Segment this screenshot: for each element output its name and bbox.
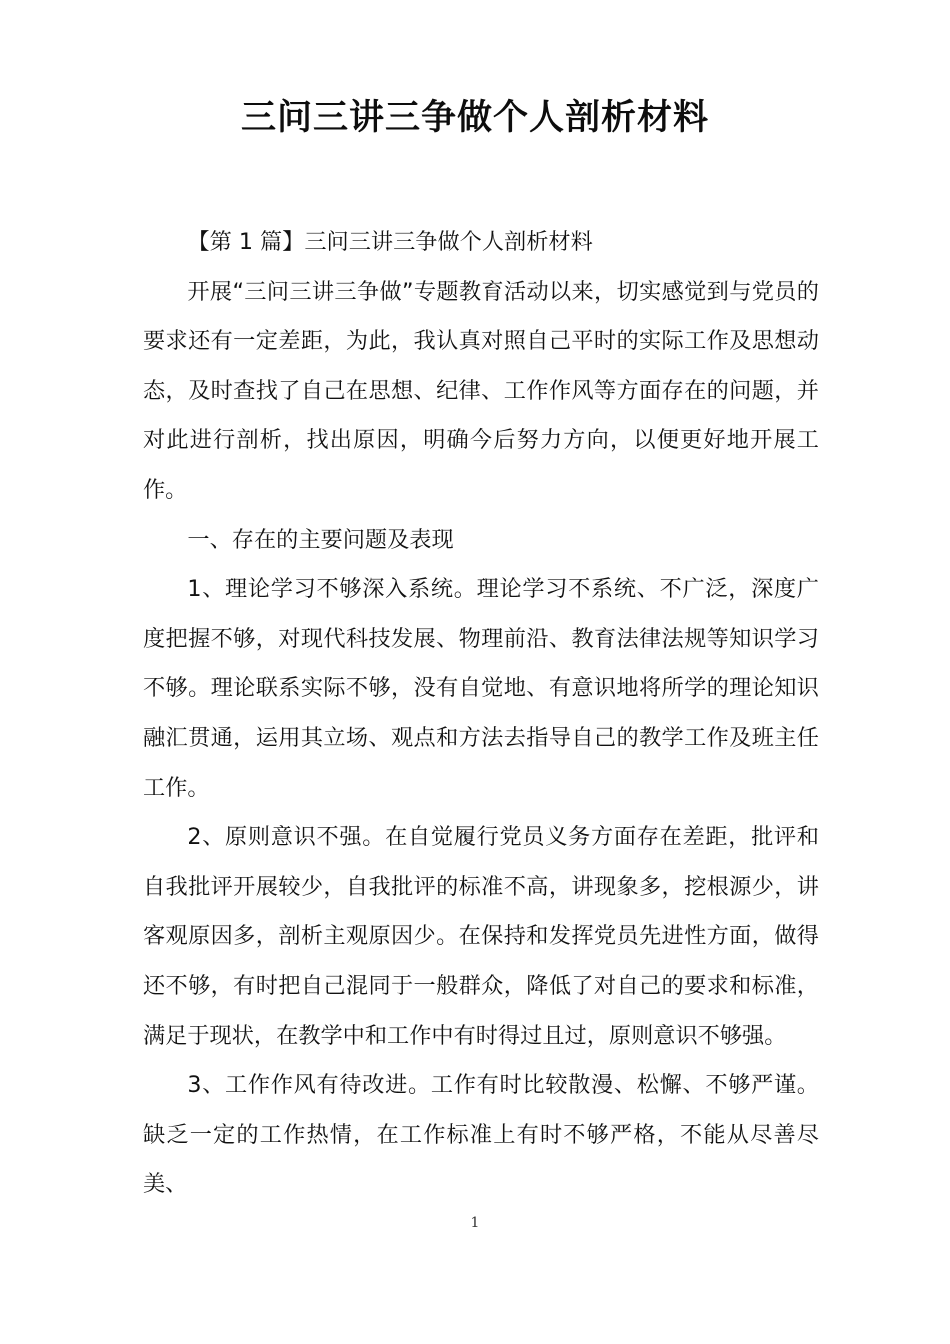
paragraph-intro: 开展“三问三讲三争做”专题教育活动以来，切实感觉到与党员的要求还有一定差距，为此，我认真对照自己平时的实际工作及思想动态，及时查找了自己在思想、纪律、工作作风等方面存在的问题，并对此进行剖析，找出原因，明确今后努力方向，以便更好地开展工作。 [143,278,819,503]
paragraph-problems-heading: 一、存在的主要问题及表现 [187,526,454,553]
paragraph-item-2: 2、原则意识不强。在自觉履行党员义务方面存在差距，批评和自我批评开展较少，自我批评的标准不高，讲现象多，挖根源少，讲客观原因多，剖析主观原因少。在保持和发挥党员先进性方面，做得还不够，有时把自己混同于一般群众，降低了对自己的要求和标准，满足于现状，在教学中和工作中有时得过且过，原则意识不够强。 [143,824,819,1049]
paragraph-item-1: 1、理论学习不够深入系统。理论学习不系统、不广泛，深度广度把握不够，对现代科技发展、物理前沿、教育法律法规等知识学习不够。理论联系实际不够，没有自觉地、有意识地将所学的理论知识融汇贯通，运用其立场、观点和方法去指导自己的教学工作及班主任工作。 [143,576,819,801]
paragraph-item-3: 3、工作作风有待改进。工作有时比较散漫、松懈、不够严谨。缺乏一定的工作热情，在工作标准上有时不够严格，不能从尽善尽美、 [143,1072,819,1198]
document-title: 三问三讲三争做个人剖析材料 [240,98,709,138]
page-number: 1 [470,1215,480,1231]
section-heading: 【第 1 篇】三问三讲三争做个人剖析材料 [187,229,593,255]
document-body [143,218,819,1210]
